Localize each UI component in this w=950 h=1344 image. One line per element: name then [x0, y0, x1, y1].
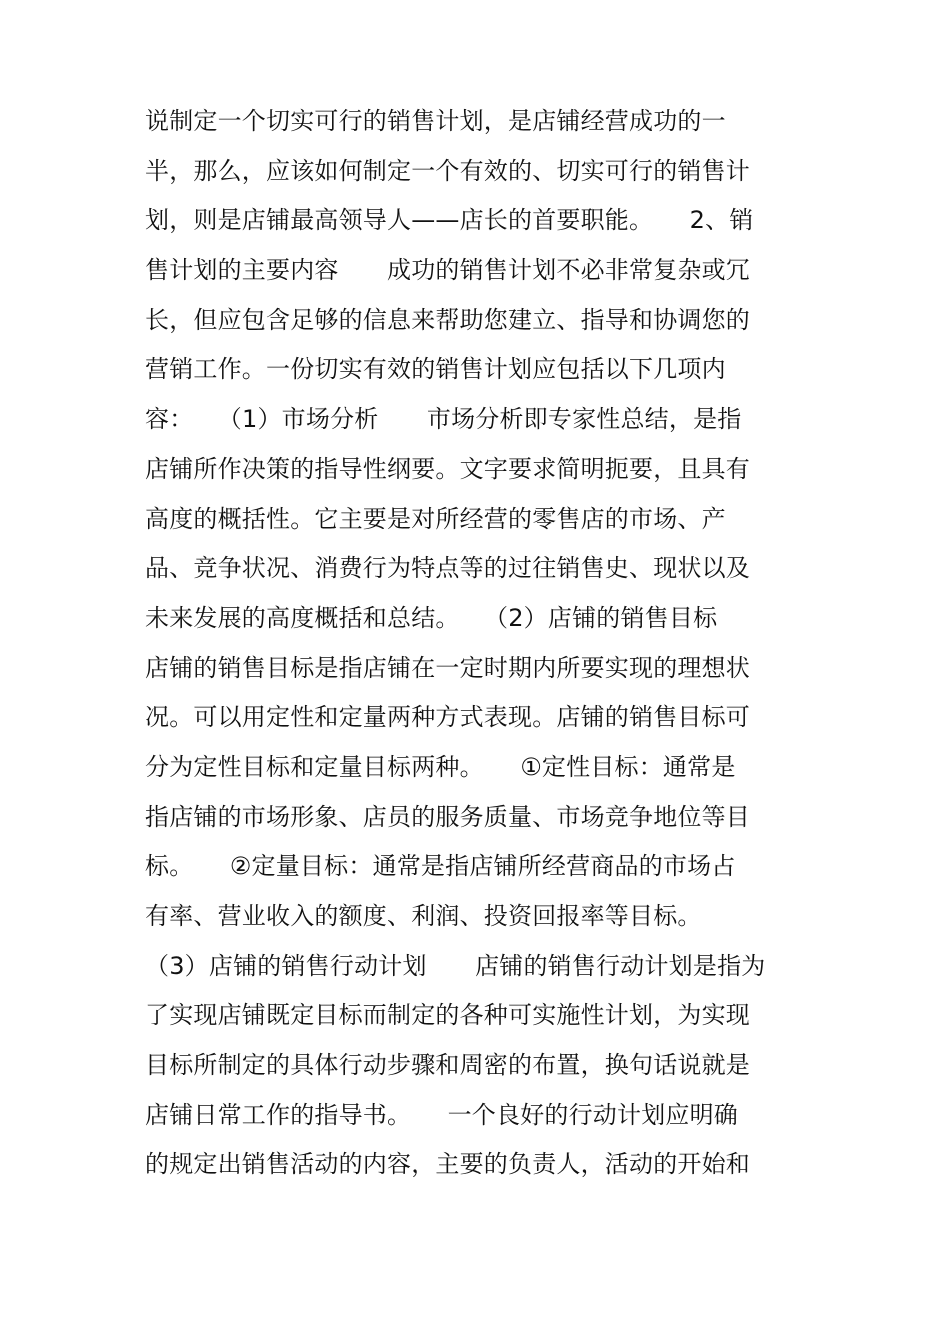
text-line: 店铺所作决策的指导性纲要。文字要求简明扼要，且具有	[145, 454, 750, 483]
text-line: 分为定性目标和定量目标两种。 ①定性目标：通常是	[145, 752, 736, 781]
text-line: 划，则是店铺最高领导人——店长的首要职能。 2、销	[145, 206, 754, 235]
text-line: 容： （1）市场分析 市场分析即专家性总结，是指	[145, 405, 742, 434]
text-line: 半，那么，应该如何制定一个有效的、切实可行的销售计	[145, 156, 750, 185]
text-line: 的规定出销售活动的内容，主要的负责人，活动的开始和	[145, 1150, 750, 1179]
text-line: 说制定一个切实可行的销售计划，是店铺经营成功的一	[145, 107, 726, 135]
text-line: 营销工作。一份切实有效的销售计划应包括以下几项内	[145, 355, 726, 384]
text-line: 了实现店铺既定目标而制定的各种可实施性计划，为实现	[145, 1001, 750, 1030]
text-line: 目标所制定的具体行动步骤和周密的布置，换句话说就是	[145, 1051, 750, 1080]
text-line: （3）店铺的销售行动计划 店铺的销售行动计划是指为	[145, 951, 766, 980]
text-line: 指店铺的市场形象、店员的服务质量、市场竞争地位等目	[145, 802, 750, 831]
text-line: 长，但应包含足够的信息来帮助您建立、指导和协调您的	[145, 305, 750, 334]
text-line: 标。 ②定量目标：通常是指店铺所经营商品的市场占	[145, 852, 736, 881]
text-line: 店铺的销售目标是指店铺在一定时期内所要实现的理想状	[145, 653, 750, 682]
text-line: 售计划的主要内容 成功的销售计划不必非常复杂或冗	[145, 256, 750, 285]
body-text	[145, 97, 825, 1190]
text-line: 况。可以用定性和定量两种方式表现。店铺的销售目标可	[145, 703, 750, 732]
text-line: 高度的概括性。它主要是对所经营的零售店的市场、产	[145, 504, 726, 533]
text-line: 品、竞争状况、消费行为特点等的过往销售史、现状以及	[145, 554, 750, 583]
text-line: 店铺日常工作的指导书。 一个良好的行动计划应明确	[145, 1100, 738, 1129]
text-line: 未来发展的高度概括和总结。 （2）店铺的销售目标	[145, 603, 718, 632]
text-line: 有率、营业收入的额度、利润、投资回报率等目标。	[145, 902, 702, 930]
